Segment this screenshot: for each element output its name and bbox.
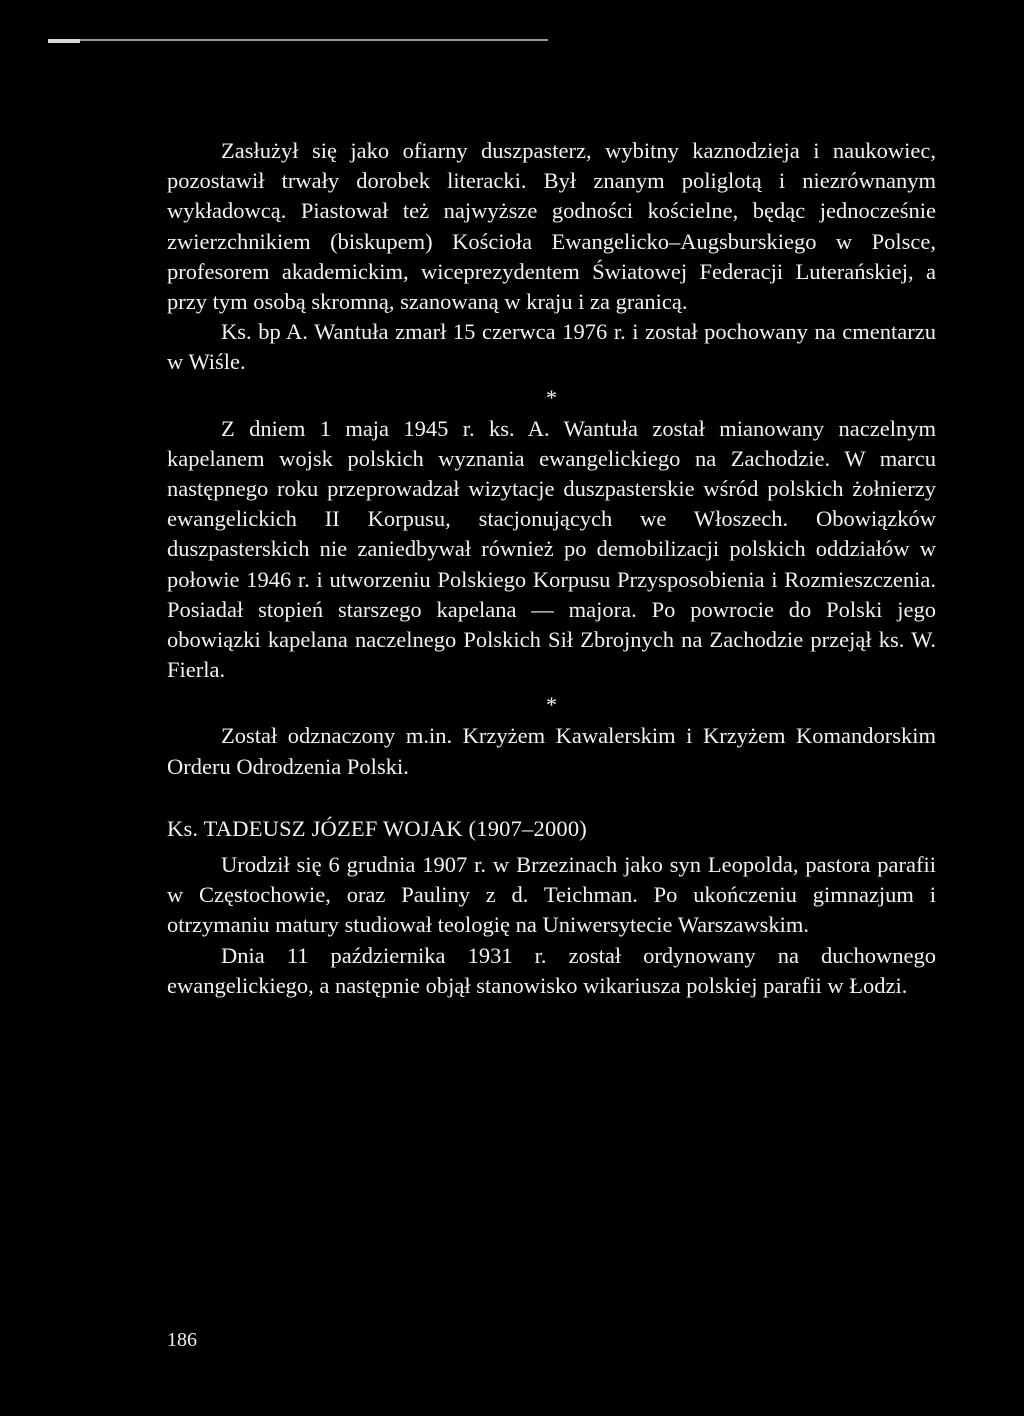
biography-heading: Ks. TADEUSZ JÓZEF WOJAK (1907–2000) [167, 815, 587, 841]
paragraph-death: Ks. bp A. Wantuła zmarł 15 czerwca 1976 r. i został pochowany na cmentarzu w Wiśle. [167, 319, 936, 375]
paragraph-birth: Urodził się 6 grudnia 1907 r. w Brzezinach jako syn Leopolda, pastora parafii w Częstochowie, oraz Pauliny z d. Teichman. Po ukończeniu gimnazjum i otrzymaniu matury studiował teologię na Uniwersytecie Warszawskim. [167, 852, 936, 938]
page-number: 186 [167, 1329, 197, 1351]
top-rule [48, 39, 548, 41]
paragraph-ordination: Dnia 11 października 1931 r. został ordynowany na duchownego ewangelickiego, a następnie objął stanowisko wikariusza polskiej parafii w Łodzi. [167, 942, 936, 998]
page-body [167, 136, 936, 1001]
paragraph-merits: Zasłużył się jako ofiarny duszpasterz, wybitny kaznodzieja i naukowiec, pozostawił trwały dorobek literacki. Był znanym poliglotą i niezrównanym wykładowcą. Piastował też najwyższe godności kościelne, będąc jednocześnie zwierzchnikiem (biskupem) Kościoła Ewangelicko–Augsburskiego w Polsce, profesorem akademickim, wiceprezydentem Światowej Federacji Luterańskiej, a przy tym osobą skromną, szanowaną w kraju i za granicą. [167, 138, 936, 315]
section-separator: * [546, 384, 557, 410]
paragraph-decorations: Został odznaczony m.in. Krzyżem Kawalerskim i Krzyżem Komandorskim Orderu Odrodzenia Polski. [167, 723, 936, 779]
paragraph-chaplain: Z dniem 1 maja 1945 r. ks. A. Wantuła został mianowany naczelnym kapelanem wojsk polskich wyznania ewangelickiego na Zachodzie. W marcu następnego roku przeprowadzał wizytacje duszpasterskie wśród polskich żołnierzy ewangelickich II Korpusu, stacjonujących we Włoszech. Obowiązków duszpasterskich nie zaniedbywał również po demobilizacji polskich oddziałów w połowie 1946 r. i utworzeniu Polskiego Korpusu Przysposobienia i Rozmieszczenia. Posiadał stopień starszego kapelana — majora. Po powrocie do Polski jego obowiązki kapelana naczelnego Polskich Sił Zbrojnych na Zachodzie przejął ks. W. Fierla. [167, 415, 936, 683]
section-separator: * [546, 692, 557, 718]
top-rule-accent [48, 39, 80, 43]
